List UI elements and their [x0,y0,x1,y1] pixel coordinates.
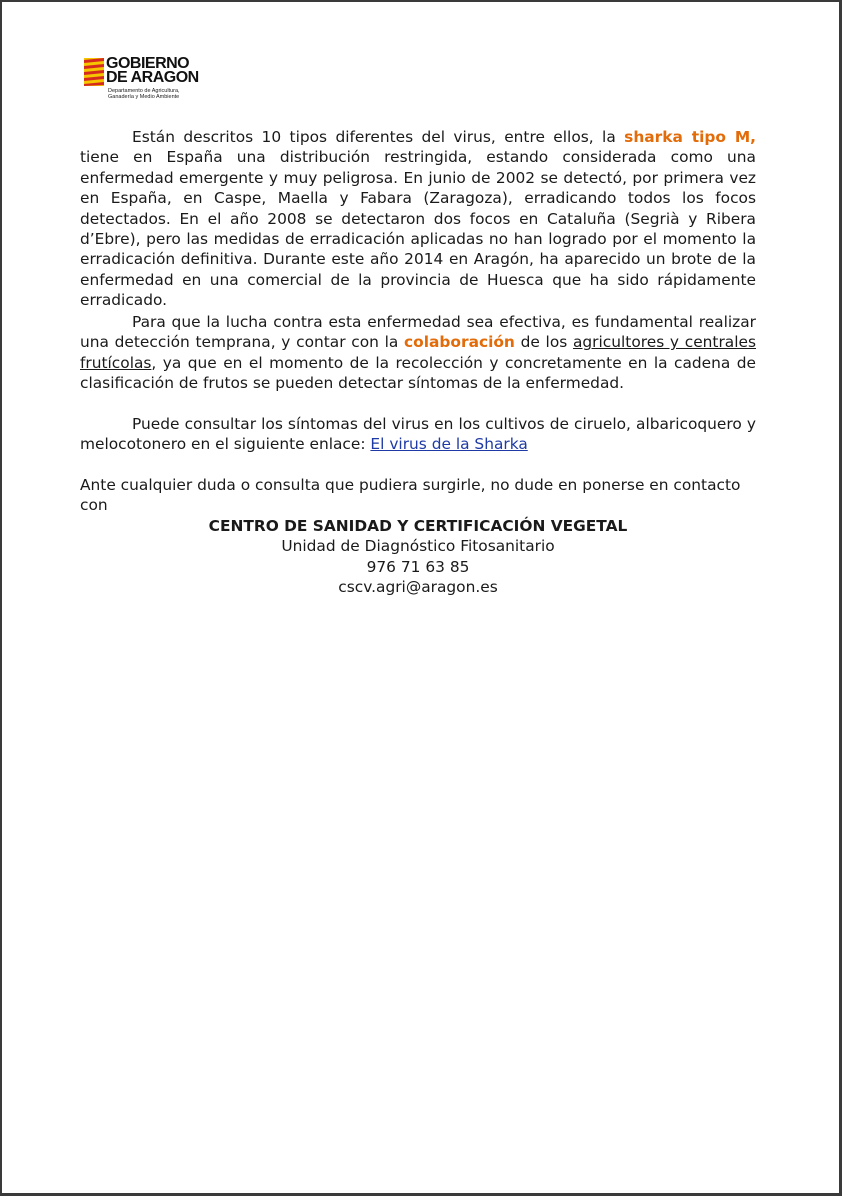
logo-line-1: GOBIERNO [106,55,190,72]
p1-text-b: tiene en España una distribución restringida, estando considerada como una enfermedad emergente y muy peligrosa. En junio de 2002 se detectó, por primera vez en España, en Caspe, Maella y Fabara (Zaragoza), erradicando todos los focos detectados. En el año 2008 se detectaron dos focos en Cataluña (Segrià y Ribera d’Ebre), pero las medidas de erradicación aplicadas no han logrado por el momento la erradicación definitiva. Durante este año 2014 en Aragón, ha aparecido un brote de la enfermedad en una comercial de la provincia de Huesca que ha sido rápidamente erradicado. [80,148,756,310]
paragraph-sharka-tipo-m [80,127,756,311]
contact-phone: 976 71 63 85 [366,557,470,576]
p1-highlight: sharka tipo M, [624,128,756,146]
paragraph-deteccion-temprana [80,312,756,394]
logo-department-line-1: Departamento de Agricultura, [108,88,180,94]
contact-title: CENTRO DE SANIDAD Y CERTIFICACIÓN VEGETAL [208,517,628,535]
aragon-flag-icon [84,58,104,86]
p4-text: Ante cualquier duda o consulta que pudiera surgirle, no dude en ponerse en contacto con [80,476,741,515]
paragraph-contacto [80,475,756,516]
gobierno-de-aragon-logo [82,54,222,106]
p2-text-c: , ya que en el momento de la recolección y concretamente en la cadena de clasificación de frutos se pueden detectar síntomas de la enfermedad. [80,353,756,393]
paragraph-sintomas [80,414,756,455]
p2-highlight: colaboración [404,333,515,352]
contact-email: cscv.agri@aragon.es [338,578,498,597]
virus-sharka-link[interactable]: El virus de la Sharka [370,435,528,454]
contact-unit: Unidad de Diagnóstico Fitosanitario [281,537,555,556]
logo-department-line-2: Ganadería y Medio Ambiente [108,94,180,100]
p1-text-a: Están descritos 10 tipos diferentes del virus, entre ellos, la [132,128,625,146]
p2-underlined: agricultores y centrales frutícolas [80,333,756,372]
logo-line-2: DE ARAGON [106,69,199,86]
p2-text-a: Para que la lucha contra esta enfermedad sea efectiva, es fundamental realizar una detección temprana, y contar con la [80,313,756,352]
logo-department [108,88,228,100]
p2-text-b: de los [514,333,573,352]
contact-block [80,516,756,598]
p3-text-a: Puede consultar los síntomas del virus en los cultivos de ciruelo, albaricoquero y melocotonero en el siguiente enlace: [80,415,756,454]
